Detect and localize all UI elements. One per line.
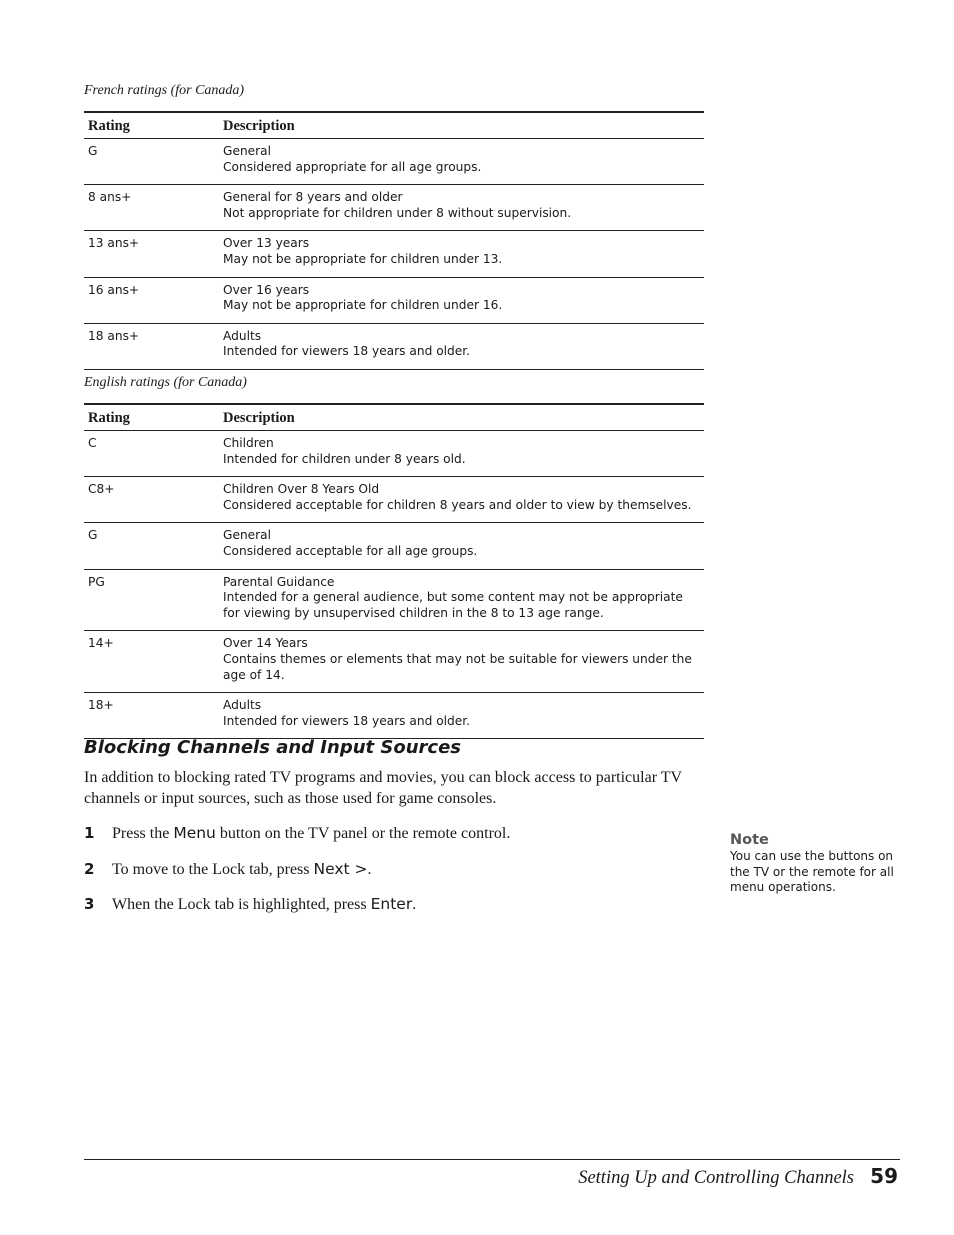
intro-paragraph: In addition to blocking rated TV programs and movies, you can block access to particular TV channels or input sources, such as those used for game consoles. xyxy=(84,769,682,807)
step-number: 2 xyxy=(84,860,95,878)
step-text-after: . xyxy=(367,861,372,878)
table-row xyxy=(84,693,704,739)
enter-key-name: Enter xyxy=(370,895,413,913)
description-line: Intended for children under 8 years old. xyxy=(223,451,466,466)
description-line: Over 16 years xyxy=(223,282,310,297)
description-line: Not appropriate for children under 8 without supervision. xyxy=(223,205,572,220)
description-line: May not be appropriate for children under 13. xyxy=(223,251,503,266)
english-ratings-table xyxy=(84,403,704,739)
description-line: for viewing by unsupervised children in the 8 to 13 age range. xyxy=(223,605,604,620)
column-header-description: Description xyxy=(219,112,704,139)
rating-cell: 14+ xyxy=(84,631,219,693)
footer-chapter-title: Setting Up and Controlling Channels xyxy=(578,1168,854,1188)
english-table-caption: English ratings (for Canada) xyxy=(84,375,247,390)
table-row xyxy=(84,323,704,369)
step-text-after: button on the TV panel or the remote control. xyxy=(215,825,511,842)
description-line: Considered appropriate for all age groups. xyxy=(223,159,482,174)
french-ratings-table xyxy=(84,111,704,370)
description-line: Adults xyxy=(223,698,262,713)
description-cell xyxy=(219,631,704,693)
description-cell xyxy=(219,431,704,477)
table-header-row xyxy=(84,112,704,139)
english-table-body xyxy=(84,431,704,739)
french-table-caption: French ratings (for Canada) xyxy=(84,83,245,98)
rating-cell: 16 ans+ xyxy=(84,277,219,323)
step-text xyxy=(112,824,510,843)
step-text-after: . xyxy=(412,896,417,913)
description-cell xyxy=(219,139,704,185)
description-line: Children xyxy=(223,436,274,450)
table-row xyxy=(84,231,704,277)
next-key-name: Next > xyxy=(313,860,368,878)
description-line: Considered acceptable for all age groups. xyxy=(223,543,478,558)
description-line: General for 8 years and older xyxy=(223,190,403,205)
description-line: Intended for viewers 18 years and older. xyxy=(223,344,471,359)
description-cell xyxy=(219,477,704,523)
column-header-rating: Rating xyxy=(84,404,219,431)
description-line: General xyxy=(223,528,272,543)
description-cell xyxy=(219,277,704,323)
table-row xyxy=(84,277,704,323)
description-line: Intended for viewers 18 years and older. xyxy=(223,713,471,728)
step-text xyxy=(112,895,416,914)
step-text-before: Press the xyxy=(112,825,174,842)
note-body: You can use the buttons on the TV or the remote for all menu operations. xyxy=(730,849,894,894)
table-row xyxy=(84,569,704,631)
rating-cell: G xyxy=(84,139,219,185)
table-row xyxy=(84,431,704,477)
description-line: Adults xyxy=(223,328,262,343)
table-row xyxy=(84,139,704,185)
description-line: Parental Guidance xyxy=(223,574,335,589)
menu-key-name: Menu xyxy=(173,824,216,842)
description-cell xyxy=(219,693,704,739)
rating-cell: 8 ans+ xyxy=(84,185,219,231)
rating-cell: C8+ xyxy=(84,477,219,523)
step-number: 3 xyxy=(84,895,95,913)
step-text-before: When the Lock tab is highlighted, press xyxy=(112,896,371,913)
section-heading: Blocking Channels and Input Sources xyxy=(84,737,461,758)
note-title: Note xyxy=(730,832,769,848)
description-cell xyxy=(219,523,704,569)
side-note xyxy=(730,832,910,896)
description-line: Contains themes or elements that may not be suitable for viewers under the xyxy=(223,651,692,666)
description-cell xyxy=(219,569,704,631)
rating-cell: G xyxy=(84,523,219,569)
description-line: Over 13 years xyxy=(223,236,310,251)
description-line: May not be appropriate for children under 16. xyxy=(223,298,503,313)
table-row xyxy=(84,185,704,231)
description-line: Intended for a general audience, but some content may not be appropriate xyxy=(223,590,683,605)
rating-cell: 18+ xyxy=(84,693,219,739)
step-text xyxy=(112,860,372,879)
rating-cell: C xyxy=(84,431,219,477)
step-text-before: To move to the Lock tab, press xyxy=(112,861,314,878)
table-row xyxy=(84,523,704,569)
french-table-body xyxy=(84,139,704,370)
description-line: age of 14. xyxy=(223,667,285,682)
rating-cell: 13 ans+ xyxy=(84,231,219,277)
description-cell xyxy=(219,231,704,277)
footer-rule xyxy=(84,1159,900,1160)
page-number: 59 xyxy=(870,1164,898,1188)
description-cell xyxy=(219,323,704,369)
column-header-description: Description xyxy=(219,404,704,431)
table-row xyxy=(84,477,704,523)
description-line: Considered acceptable for children 8 years and older to view by themselves. xyxy=(223,497,692,512)
rating-cell: PG xyxy=(84,569,219,631)
description-line: Children Over 8 Years Old xyxy=(223,482,380,497)
table-row xyxy=(84,631,704,693)
rating-cell: 18 ans+ xyxy=(84,323,219,369)
description-line: Over 14 Years xyxy=(223,636,308,651)
step-number: 1 xyxy=(84,824,95,842)
column-header-rating: Rating xyxy=(84,112,219,139)
table-header-row xyxy=(84,404,704,431)
description-line: General xyxy=(223,144,272,158)
description-cell xyxy=(219,185,704,231)
